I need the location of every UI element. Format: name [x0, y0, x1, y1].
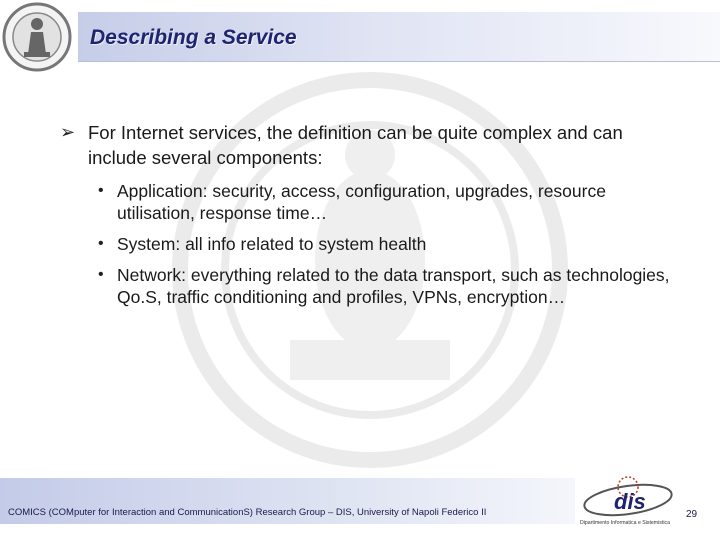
- footer-bar: [0, 478, 575, 524]
- sub-bullet-system: [88, 233, 680, 255]
- dis-logo: [578, 476, 678, 528]
- main-bullet-text: For Internet services, the definition can be quite complex and can include several components:: [88, 122, 623, 168]
- title-bar: [78, 12, 720, 62]
- dis-logo-text: dis: [614, 489, 646, 514]
- dot-bullet-icon: •: [98, 235, 104, 252]
- slide-title: Describing a Service: [90, 26, 297, 49]
- footer-text: COMICS (COMputer for Interaction and CommunicationS) Research Group – DIS, University of Napoli Federico II: [8, 507, 487, 518]
- main-bullet: [60, 120, 680, 170]
- sub-bullet-text: Application: security, access, configuration, upgrades, resource utilisation, response time…: [117, 181, 606, 223]
- dot-bullet-icon: •: [98, 182, 104, 199]
- page-number: 29: [686, 509, 698, 520]
- university-seal-logo: [2, 2, 72, 72]
- sub-bullet-application: [88, 180, 680, 224]
- arrow-bullet-icon: ➢: [60, 122, 76, 142]
- title-divider: [78, 61, 720, 62]
- sub-bullet-text: System: all info related to system health: [117, 234, 427, 254]
- sub-bullet-network: [88, 264, 680, 308]
- dot-bullet-icon: •: [98, 266, 104, 283]
- dis-logo-caption: Dipartimento Informatica e Sistemistica: [580, 520, 670, 526]
- sub-bullet-list: [60, 180, 680, 308]
- sub-bullet-text: Network: everything related to the data transport, such as technologies, Qo.S, traffic conditioning and profiles, VPNs, encryption…: [117, 265, 670, 307]
- slide-content: [60, 120, 680, 317]
